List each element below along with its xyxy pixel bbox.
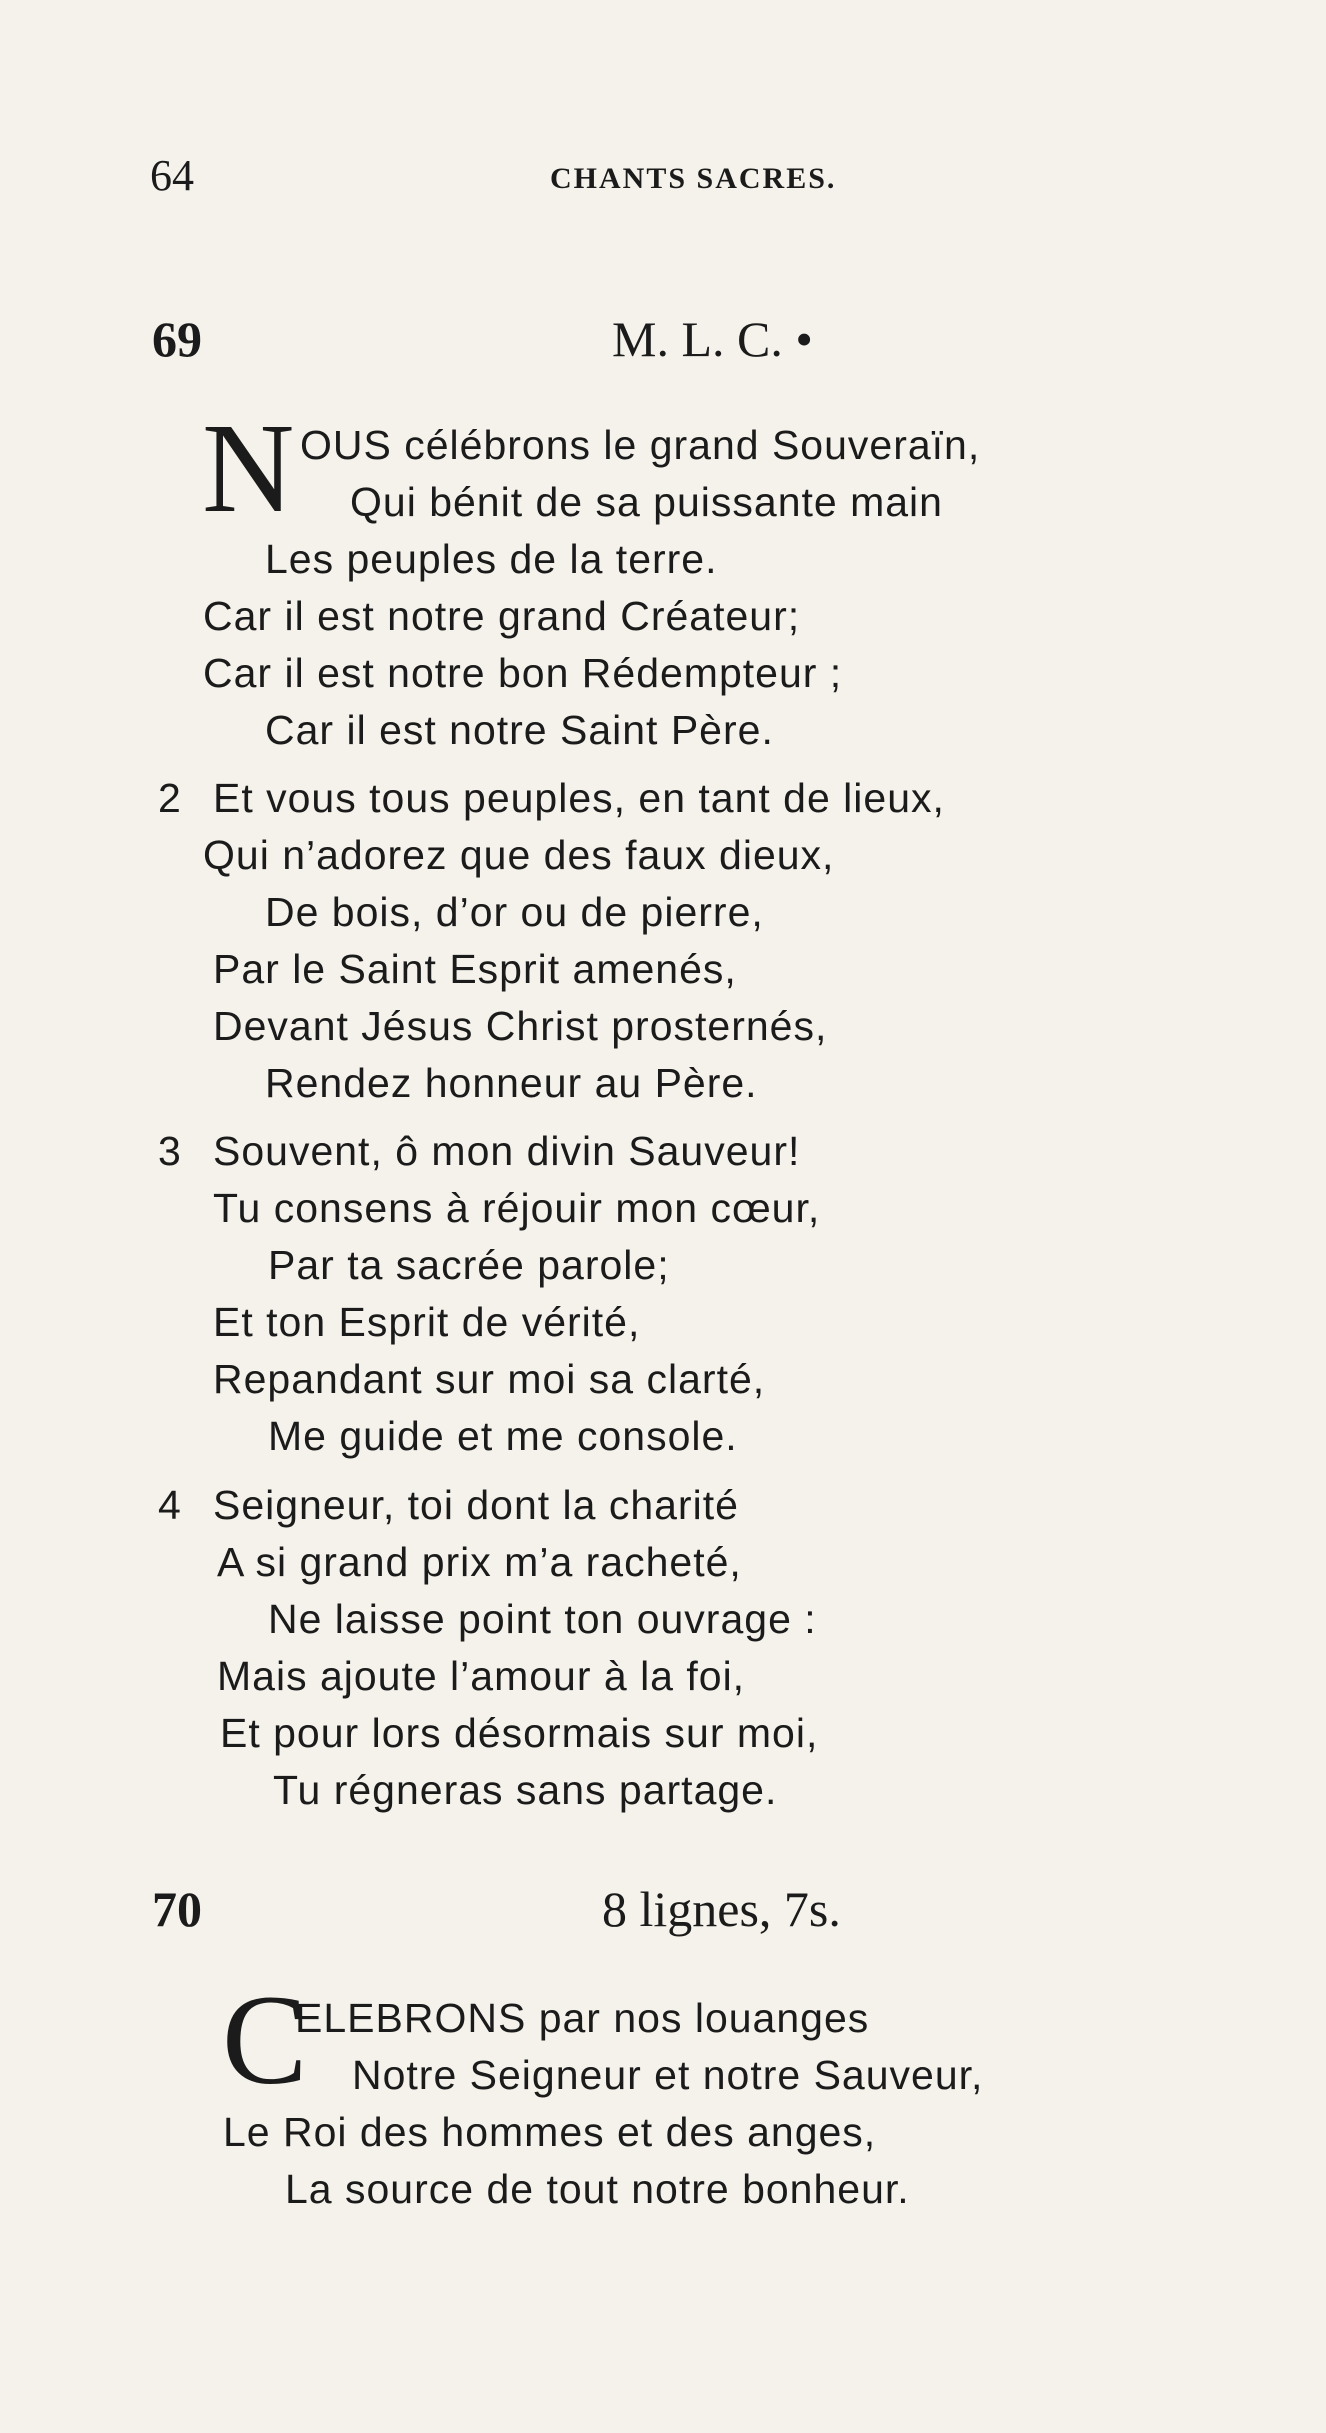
verse-line: Souvent, ô mon divin Sauveur! (213, 1128, 801, 1174)
hymn-number: 70 (152, 1881, 202, 1937)
verse-line: Par le Saint Esprit amenés, (213, 946, 737, 992)
verse-line: Et pour lors désormais sur moi, (220, 1710, 819, 1756)
verse-line: Car il est notre bon Rédempteur ; (203, 650, 843, 696)
verse-line: Mais ajoute l’amour à la foi, (217, 1653, 746, 1699)
hymn-number: 69 (152, 311, 202, 367)
stanza-number: 3 (158, 1128, 181, 1174)
drop-cap: C (222, 1969, 308, 2111)
verse-line: Tu régneras sans partage. (273, 1767, 778, 1813)
verse-line: Car il est notre grand Créateur; (203, 593, 801, 639)
verse-line: De bois, d’or ou de pierre, (265, 889, 764, 935)
verse-line: Car il est notre Saint Père. (265, 707, 774, 753)
page-number: 64 (150, 151, 194, 200)
verse-line: Tu consens à réjouir mon cœur, (213, 1185, 821, 1231)
verse-line: Qui bénit de sa puissante main (350, 479, 943, 525)
verse-line: Qui n’adorez que des faux dieux, (203, 832, 835, 878)
verse-line: ELEBRONS par nos louanges (295, 1995, 870, 2041)
running-title: CHANTS SACRES. (550, 162, 837, 195)
stanza-number: 2 (158, 775, 181, 821)
verse-line: Et ton Esprit de vérité, (213, 1299, 641, 1345)
verse-line: Par ta sacrée parole; (268, 1242, 670, 1288)
verse-line: OUS célébrons le grand Souveraïn, (300, 422, 981, 468)
verse-line: Notre Seigneur et notre Sauveur, (352, 2052, 984, 2098)
verse-line: La source de tout notre bonheur. (285, 2166, 910, 2212)
verse-line: Ne laisse point ton ouvrage : (268, 1596, 817, 1642)
verse-line: Repandant sur moi sa clarté, (213, 1356, 766, 1402)
verse-line: Les peuples de la terre. (265, 536, 718, 582)
hymn-meter: 8 lignes, 7s. (602, 1881, 841, 1937)
verse-line: Me guide et me console. (268, 1413, 738, 1459)
verse-line: Rendez honneur au Père. (265, 1060, 758, 1106)
verse-line: Et vous tous peuples, en tant de lieux, (213, 775, 945, 821)
verse-line: Devant Jésus Christ prosternés, (213, 1003, 828, 1049)
hymn-meter: M. L. C. • (612, 311, 813, 367)
drop-cap: N (202, 397, 295, 539)
verse-line: Le Roi des hommes et des anges, (223, 2109, 877, 2155)
stanza-number: 4 (158, 1482, 181, 1528)
verse-line: A si grand prix m’a racheté, (217, 1539, 742, 1585)
running-head (150, 150, 926, 200)
verse-line: Seigneur, toi dont la charité (213, 1482, 739, 1528)
